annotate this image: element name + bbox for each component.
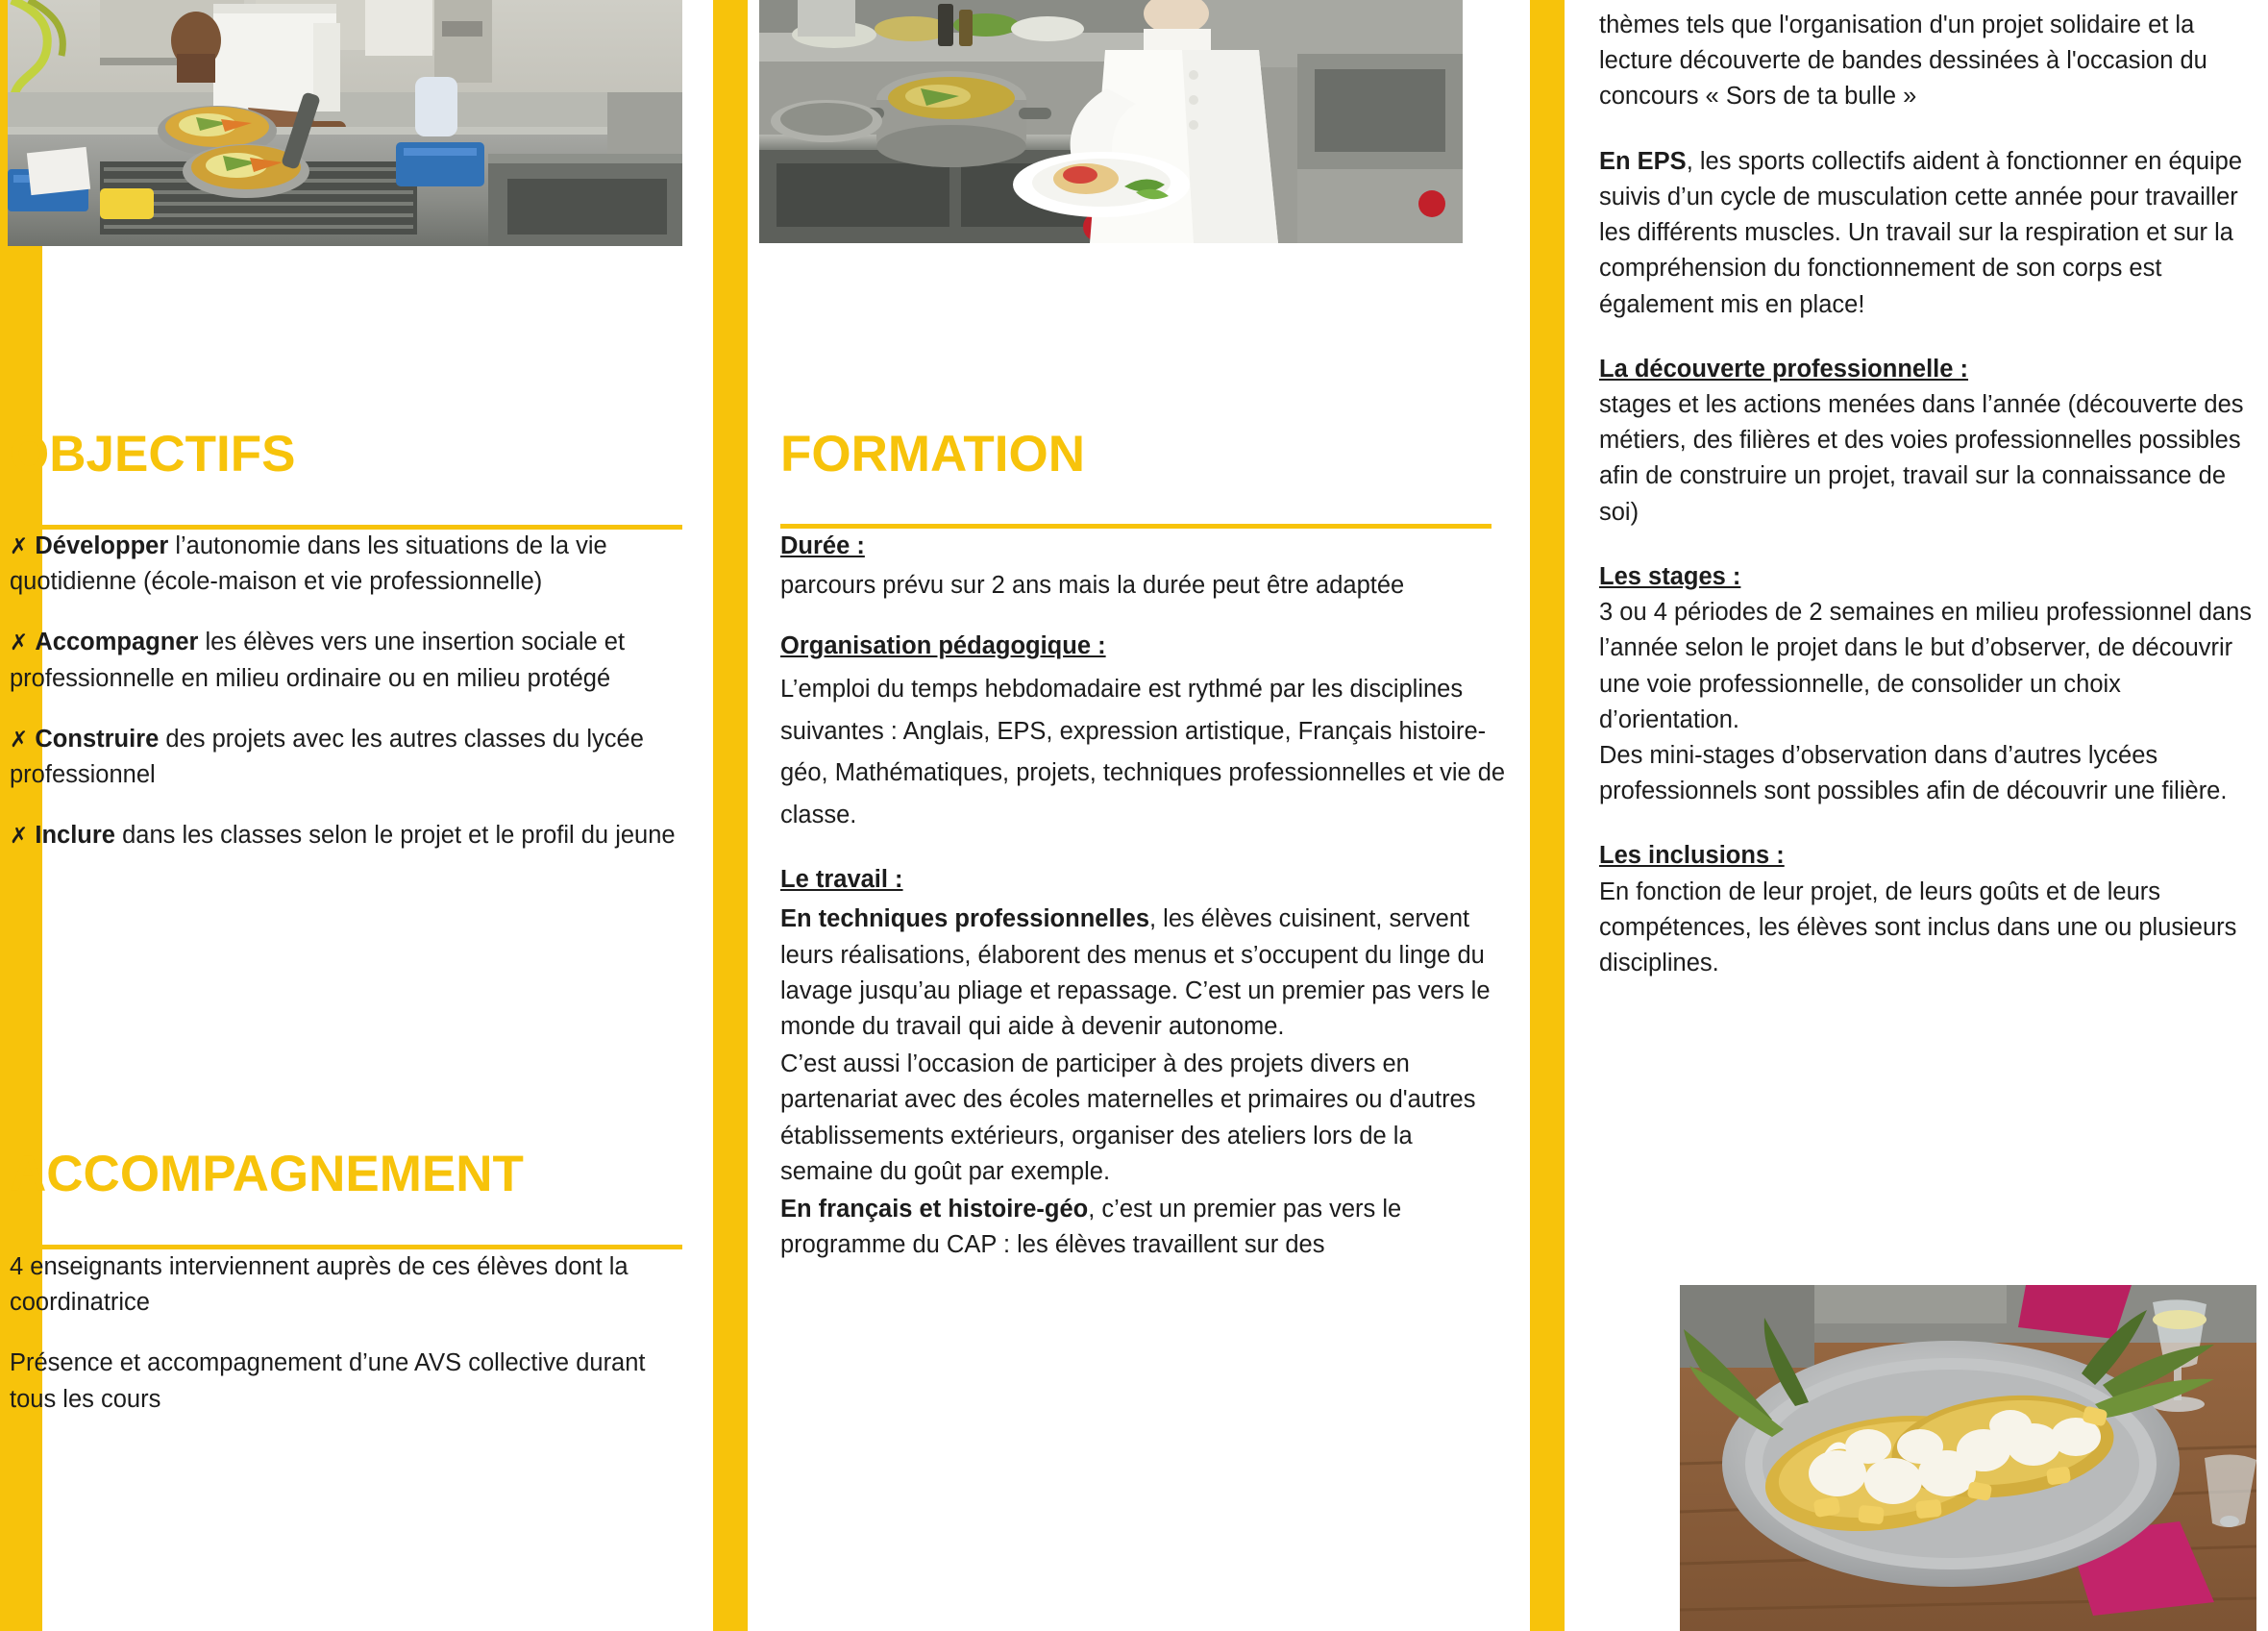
list-item xyxy=(10,529,679,600)
paragraph: Des mini-stages d’observation dans d’autres lycées professionnels sont possibles afin de découvrir une filière. xyxy=(1599,741,2228,805)
list-item-text: dans les classes selon le projet et le profil du jeune xyxy=(115,822,676,850)
objectifs-list xyxy=(10,529,679,879)
subheading-travail xyxy=(780,862,1506,898)
paragraph: stages et les actions menées dans l’année (découverte des métiers, des filières et des voies professionnelles possibles afin de construire un projet, travail sur la connaissance de soi) xyxy=(1599,390,2244,526)
bullet-icon: ✗ xyxy=(10,630,29,656)
list-item-text: des projets avec les autres classes du lycée professionnel xyxy=(10,725,644,789)
section-stages xyxy=(1599,559,2262,810)
bullet-icon: ✗ xyxy=(10,534,29,559)
list-item-text: les élèves vers une insertion sociale et professionnelle en milieu ordinaire ou en milieu protégé xyxy=(10,629,626,692)
paragraph xyxy=(780,1192,1506,1263)
subheading xyxy=(1599,838,2262,874)
paragraph-lead: En français et histoire-géo xyxy=(780,1196,1089,1223)
subheading-label: Le travail : xyxy=(780,866,903,894)
paragraph: L’emploi du temps hebdomadaire est rythmé par les disciplines suivantes : Anglais, EPS, expression artistique, Français histoire-géo, Mathématiques, projets, techniques professionnelles et vie de classe. xyxy=(780,675,1506,829)
list-item-text: l’autonomie dans les situations de la vie quotidienne (école-maison et vie professionnelle) xyxy=(10,532,607,596)
subheading-label: Organisation pédagogique : xyxy=(780,632,1106,660)
subheading xyxy=(1599,352,2262,387)
list-item xyxy=(10,722,679,793)
column-separator-bar-2 xyxy=(1530,0,1565,1631)
paragraph: Présence et accompagnement d’une AVS collective durant tous les cours xyxy=(10,1349,646,1413)
paragraph-text: , les sports collectifs aident à fonctionner en équipe suivis d’un cycle de musculation cette année pour travailler les différents muscles. Un travail sur la respiration et sur la compréhension du fonctionnement de son corps est également mis en place! xyxy=(1599,147,2243,318)
paragraph-lead: En techniques professionnelles xyxy=(780,905,1150,933)
list-item xyxy=(10,818,679,853)
paragraph: C’est aussi l’occasion de participer à des projets divers en partenariat avec des écoles maternelles et primaires ou d'autres établissements extérieurs, organiser des ateliers lors de la semaine du goût par exemple. xyxy=(780,1050,1476,1185)
accompagnement-heading: ACCOMPAGNEMENT xyxy=(10,1146,524,1202)
paragraph: parcours prévu sur 2 ans mais la durée peut être adaptée xyxy=(780,572,1405,600)
paragraph-text: , c’est un premier pas vers le programme du CAP : les élèves travaillent sur des xyxy=(780,1196,1402,1259)
photo-kitchen-grill xyxy=(8,0,682,246)
accompagnement-body xyxy=(10,1249,675,1443)
subheading-duree xyxy=(780,529,1506,564)
subheading-label: Les stages : xyxy=(1599,562,1741,590)
paragraph-eps xyxy=(1599,144,2262,323)
section-inclusions xyxy=(1599,838,2262,981)
list-item-lead: Développer xyxy=(35,532,169,559)
paragraph-text: , les élèves cuisinent, servent leurs réalisations, élaborent des menus et s’occupent du linge du lavage jusqu’au pliage et repassage. C’est un premier pas vers le monde du travail qui aide à devenir autonome. xyxy=(780,905,1491,1040)
column-separator-bar-1 xyxy=(713,0,748,1631)
subheading-organisation xyxy=(780,629,1506,664)
column-3-body xyxy=(1599,8,2262,1010)
objectifs-heading: OBJECTIFS xyxy=(10,426,296,482)
paragraph: 4 enseignants interviennent auprès de ces élèves dont la coordinatrice xyxy=(10,1253,629,1317)
formation-heading: FORMATION xyxy=(780,426,1085,482)
list-item-lead: Accompagner xyxy=(35,629,199,656)
subheading-label: La découverte professionnelle : xyxy=(1599,355,1969,383)
list-item-lead: Inclure xyxy=(35,822,115,850)
photo-pineapple xyxy=(1680,1285,2256,1631)
list-item-lead: Construire xyxy=(35,725,160,753)
bullet-icon: ✗ xyxy=(10,824,29,850)
formation-body xyxy=(780,529,1506,1264)
photo-chef-plate xyxy=(759,0,1463,243)
paragraph: 3 ou 4 périodes de 2 semaines en milieu professionnel dans l’année selon le projet dans le but d’observer, de découvrir une voie professionnelle, de consolider un choix d’orientation. xyxy=(1599,599,2253,733)
paragraph: En fonction de leur projet, de leurs goûts et de leurs compétences, les élèves sont inclus dans une ou plusieurs disciplines. xyxy=(1599,877,2237,977)
subheading-label: Durée : xyxy=(780,532,865,559)
subheading xyxy=(1599,559,2262,595)
bullet-icon: ✗ xyxy=(10,727,29,753)
section-decouverte-professionnelle xyxy=(1599,352,2262,531)
list-item xyxy=(10,625,679,696)
continuation-paragraph: thèmes tels que l'organisation d'un projet solidaire et la lecture découverte de bandes dessinées à l'occasion du concours « Sors de ta bulle » xyxy=(1599,12,2207,111)
paragraph-lead: En EPS xyxy=(1599,147,1687,175)
paragraph xyxy=(780,902,1506,1045)
subheading-label: Les inclusions : xyxy=(1599,842,1785,870)
